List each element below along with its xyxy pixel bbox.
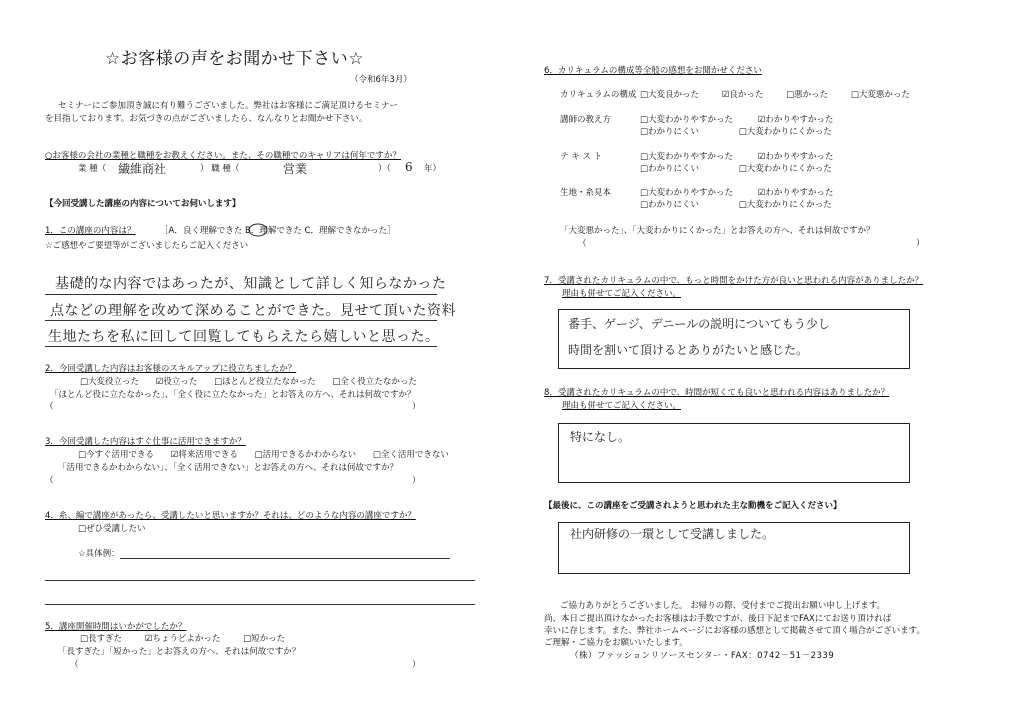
form-date: （令和6年3月）	[350, 75, 412, 85]
q6-option[interactable]: □わかりにくい	[640, 200, 700, 210]
answer-rule	[45, 294, 437, 295]
q2-paren-open: （	[45, 402, 54, 412]
q4-label: 4．糸、編で講座があったら、受講したいと思いますか？それは、どのような内容の講座ですか？	[45, 511, 416, 521]
q2-label: 2．今回受講した内容はお客様のスキルアップに役立ちましたか？	[45, 364, 297, 374]
q5-followup: 「長すぎた」「短かった」とお答えの方へ、それは何故ですか？	[58, 647, 301, 657]
q6-row-options	[640, 164, 832, 175]
q1-answer-line-3[interactable]: 生地たちを私に回して回覧してもらえたら嬉しいと思った。	[48, 329, 440, 345]
q6-row-label: カリキュラムの構成	[560, 90, 637, 100]
q6-option[interactable]: ☑わかりやすかった	[757, 115, 834, 125]
motive-label: 【最後に、この講座をご受講されようと思われた主な動機をご記入ください】	[544, 501, 842, 511]
q3-option[interactable]: □全く活用できない	[372, 450, 449, 460]
q2-options	[80, 377, 431, 388]
q6-option[interactable]: ☑わかりやすかった	[757, 152, 834, 162]
q8-answer: 特になし。	[570, 430, 631, 444]
q2-paren-close: ）	[412, 402, 421, 412]
form-title: ☆お客様の声をお聞かせ下さい☆	[105, 49, 364, 69]
occupation-value[interactable]: 営業	[283, 162, 308, 176]
q3-followup: 「活用できるかわからない」、「全く活用できない」とお答えの方へ、それは何故ですか？	[58, 463, 399, 473]
q6-option[interactable]: □大変わかりにくかった	[738, 200, 832, 210]
q4-example-label: ☆具体例：	[78, 549, 120, 559]
answer-rule	[45, 320, 437, 321]
section-heading: 【今回受講した講座の内容についてお伺いします】	[45, 199, 241, 209]
q5-options	[80, 634, 299, 645]
q2-option[interactable]: □大変役立った	[80, 377, 140, 387]
q3-label: 3．今回受講した内容はすぐ仕事に活用できますか？	[45, 437, 246, 447]
closing-line-3: 幸いに存じます。また、弊社ホームページにお客様の感想として掲載させて頂く場合がございます。	[544, 626, 925, 636]
q6-option[interactable]: □わかりにくい	[640, 127, 700, 137]
q8-sub: 理由も併せてご記入ください。	[562, 401, 682, 411]
q6-row-options	[640, 152, 833, 163]
q6-row-options	[640, 90, 910, 101]
q2-option[interactable]: ☑役立った	[155, 377, 198, 387]
career-question: ○お客様の会社の業種と職種をお教えください。また、その職種でのキャリアは何年ですか？	[45, 151, 401, 161]
contact-fax: （株）ファッションリソースセンター・FAX：0742－51－2339	[570, 651, 835, 661]
q6-option[interactable]: □大変わかりにくかった	[738, 127, 832, 137]
intro-line-1: セミナーにご参加頂き誠に有り難うございました。弊社はお客様にご満足頂けるセミナー	[58, 101, 399, 111]
q5-paren-open: （	[70, 660, 79, 670]
example-rule	[45, 604, 475, 605]
q6-row-label: テ キ ス ト	[560, 152, 603, 162]
q6-option[interactable]: □大変悪かった	[850, 90, 910, 100]
q5-label: 5．講座開催時間はいかがでしたか？	[45, 622, 187, 632]
q6-paren-open: （	[578, 239, 587, 249]
answer-rule	[45, 346, 437, 347]
years-value[interactable]: 6	[405, 160, 413, 174]
q7-answer-line-1: 番手、ゲージ、デニールの説明についてもう少し	[568, 317, 830, 331]
q1-answer-line-2[interactable]: 点などの理解を改めて深めることができた。見せて頂いた资料	[50, 303, 456, 319]
q3-option[interactable]: □今すぐ活用できる	[78, 450, 155, 460]
q6-followup: 「大変悪かった」、「大変わかりにくかった」とお答えの方へ、それは何故ですか？	[560, 226, 875, 236]
q6-row-options	[640, 115, 833, 126]
q3-option[interactable]: ☑将来活用できる	[170, 450, 238, 460]
q6-option[interactable]: □大変わかりやすかった	[640, 115, 734, 125]
q5-option[interactable]: □短かった	[243, 634, 286, 644]
q6-label: 6．カリキュラムの構成等全般の感想をお聞かせください	[544, 66, 762, 76]
q6-option[interactable]: □大変わかりやすかった	[640, 188, 734, 198]
closing-line-4: ご理解・ご協力をお願いいたします。	[544, 638, 688, 648]
q7-answer-line-2: 時間を割いて頂けるとありがたいと感じた。	[568, 343, 809, 357]
q3-option[interactable]: □活用できるかわからない	[254, 450, 357, 460]
q5-option[interactable]: ☑ちょうどよかった	[144, 634, 221, 644]
intro-line-2: を目指しております。お気づきの点がございましたら、なんなりとお聞かせ下さい。	[45, 114, 368, 124]
motive-answer: 社内研修の一環として受講しました。	[570, 527, 775, 541]
q6-option[interactable]: □大変良かった	[640, 90, 700, 100]
q3-options	[78, 450, 463, 461]
q1-answer-line-1[interactable]: 基礎的な内容ではあったが、知識として詳しく知らなかった	[55, 276, 447, 292]
q6-option[interactable]: □悪かった	[786, 90, 829, 100]
q1-sub: ☆ご感想やご要望等がございましたらご記入ください	[45, 241, 249, 251]
years-open: ）（	[378, 164, 391, 174]
q7-label: 7．受講されたカリキュラムの中で、もっと時間をかけた方が良いと思われる内容がありましたか？	[544, 276, 924, 286]
q2-followup: 「ほとんど役に立たなかった」、「全く役に立たなかった」とお答えの方へ、それは何故ですか？	[50, 390, 416, 400]
q6-option[interactable]: ☑わかりやすかった	[757, 188, 834, 198]
q6-option[interactable]: □大変わかりにくかった	[738, 164, 832, 174]
q5-option[interactable]: □長すぎた	[80, 634, 123, 644]
q3-paren-open: （	[45, 476, 54, 486]
closing-line-2: 尚、本日ご提出頂けなかったお客様はお手数ですが、後日下記までFAXにてお送り頂ければ	[544, 614, 892, 624]
example-rule	[120, 558, 450, 559]
years-unit: 年）	[424, 164, 442, 174]
q6-option[interactable]: □大変わかりやすかった	[640, 152, 734, 162]
q1-options: ［A．良く理解できた B．理解できた C．理解できなかった］	[160, 226, 396, 236]
q4-option[interactable]: □ぜひ受講したい	[78, 524, 146, 534]
q7-sub: 理由も併せてご記入ください。	[562, 289, 682, 299]
q6-paren-close: ）	[916, 239, 925, 249]
q6-row-label: 講師の教え方	[560, 115, 612, 125]
q6-row-label: 生地・糸見本	[560, 188, 612, 198]
q8-label: 8．受講されたカリキュラムの中で、時間が短くても良いと思われる内容はありましたか？	[544, 388, 890, 398]
q6-option[interactable]: □わかりにくい	[640, 164, 700, 174]
q6-row-options	[640, 188, 833, 199]
q3-paren-close: ）	[412, 476, 421, 486]
q6-row-options	[640, 127, 832, 138]
example-rule	[45, 580, 475, 581]
q1-label: 1．この講座の内容は？	[45, 226, 136, 236]
q1-circle-mark	[248, 222, 268, 238]
q6-row-options	[640, 200, 832, 211]
occupation-label: ） 職 種（	[200, 164, 240, 174]
q5-paren-close: ）	[412, 660, 421, 670]
q6-option[interactable]: ☑良かった	[721, 90, 764, 100]
industry-label: 業 種（	[78, 164, 107, 174]
closing-line-1: ご協力ありがとうございました。 お帰りの際、受付までご提出お願い申し上げます。	[560, 601, 886, 611]
q2-option[interactable]: □ほとんど役立たなかった	[214, 377, 316, 387]
industry-value[interactable]: 繊維商社	[118, 162, 167, 176]
q2-option[interactable]: □全く役立たなかった	[332, 377, 417, 387]
